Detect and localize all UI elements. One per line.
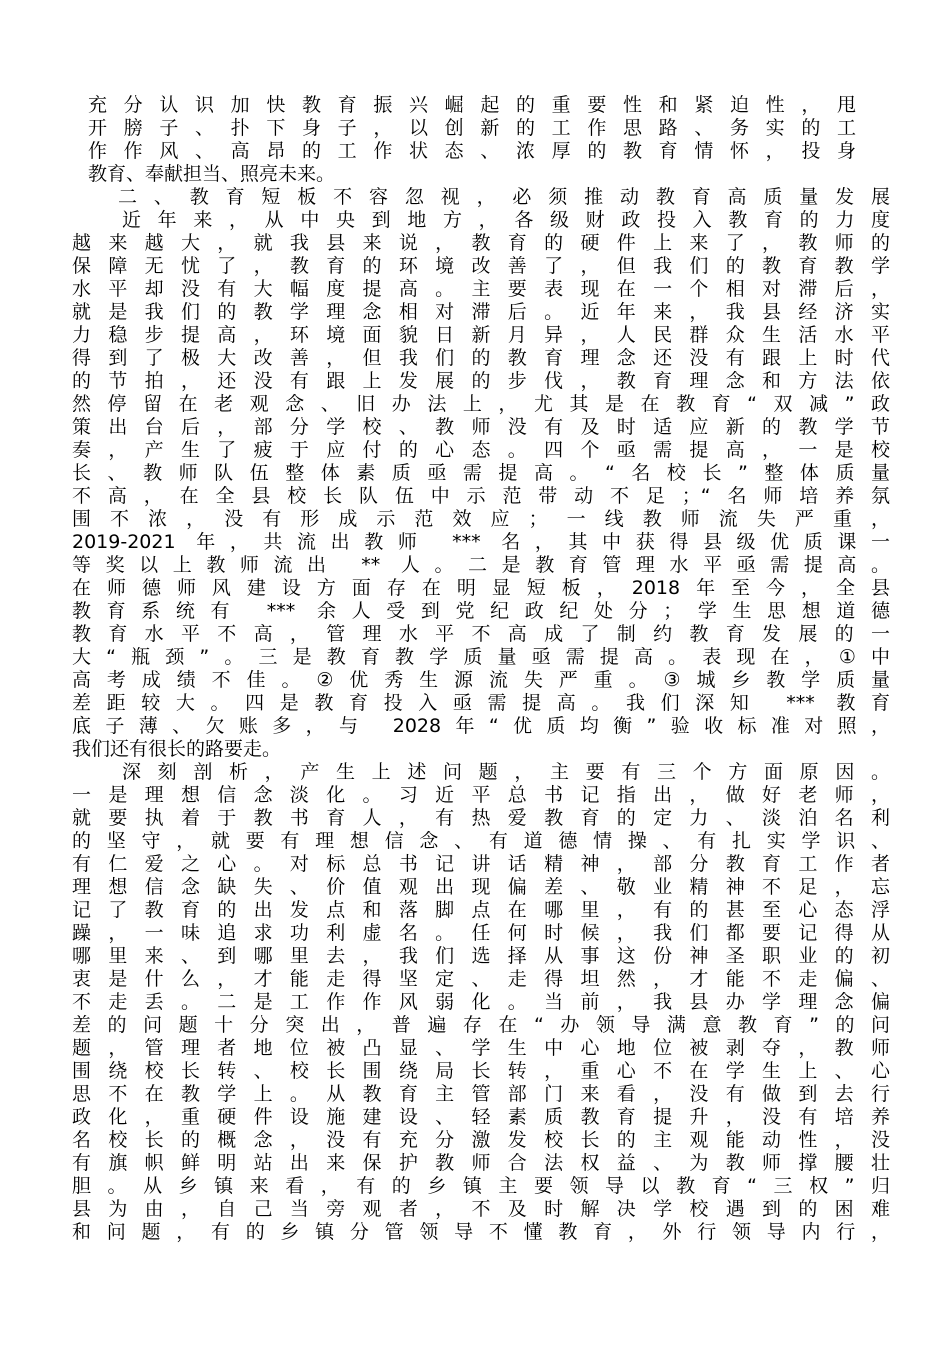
text-line: 名校长的概念，没有充分激发校长的主观能动性，没: [72, 1129, 890, 1151]
text-line: 的坚守，就要有理想信念、有道德情操、有扎实学识、: [72, 830, 890, 852]
text-line: 水平却没有大幅度提高。主要表现在一个相对滞后，: [72, 278, 890, 300]
text-line: 记了教育的出发点和落脚点在哪里，有的甚至心态浮: [72, 899, 890, 921]
text-line: 和问题，有的乡镇分管领导不懂教育，外行领导内行，: [72, 1221, 890, 1243]
text-line: 围不浓，没有形成示范效应；一线教师流失严重，: [72, 508, 890, 530]
text-line: 2019-2021 年，共流出教师 *** 名，其中获得县级优质课一: [72, 531, 890, 553]
text-line: 躁，一味追求功利虚名。任何时候，我们都要记得从: [72, 922, 890, 944]
text-line: 然停留在老观念、旧办法上，尤其是在教育“双减”政: [72, 393, 890, 415]
text-line: 县为由，自己当旁观者，不及时解决学校遇到的困难: [72, 1198, 890, 1220]
text-line: 思不在教学上。从教育主管部门来看，没有做到去行: [72, 1083, 890, 1105]
text-line: 衷是什么，才能走得坚定、走得坦然，才能不走偏、: [72, 968, 890, 990]
text-line: 长、教师队伍整体素质亟需提高。“名校长”整体质量: [72, 462, 890, 484]
text-line: 大“瓶颈”。三是教育教学质量亟需提高。表现在，①中: [72, 646, 890, 668]
text-line: 深刻剖析，产生上述问题，主要有三个方面原因。: [122, 761, 890, 783]
text-line: 教育水平不高，管理水平不高成了制约教育发展的一: [72, 623, 890, 645]
text-line: 围绕校长转、校长围绕局长转，重心不在学生上、心: [72, 1060, 890, 1082]
text-line: 近年来，从中央到地方，各级财政投入教育的力度: [122, 209, 890, 231]
text-line: 力稳步提高，环境面貌日新月异，人民群众生活水平: [72, 324, 890, 346]
text-line: 政化，重硬件设施建设、轻素质教育提升，没有培养: [72, 1106, 890, 1128]
text-line: 等奖以上教师流出 ** 人。二是教育管理水平亟需提高。: [72, 554, 890, 576]
text-line: 哪里来、到哪里去，我们选择从事这份神圣职业的初: [72, 945, 890, 967]
section-heading: 二、教育短板不容忽视，必须推动教育高质量发展: [118, 186, 890, 208]
text-line: 有旗帜鲜明站出来保护教师合法权益、为教师撑腰壮: [72, 1152, 890, 1174]
text-line: 我们还有很长的路要走。: [72, 738, 282, 760]
text-line: 理想信念缺失、价值观出现偏差、敬业精神不足，忘: [72, 876, 890, 898]
text-line: 高考成绩不佳。②优秀生源流失严重。③城乡教学质量: [72, 669, 890, 691]
text-line: 题，管理者地位被凸显、学生中心地位被剥夺，教师: [72, 1037, 890, 1059]
text-line: 就要执着于教书育人，有热爱教育的定力、淡泊名利: [72, 807, 890, 829]
text-line: 保障无忧了，教育的环境改善了，但我们的教育教学: [72, 255, 890, 277]
text-line: 越来越大，就我县来说，教育的硬件上来了，教师的: [72, 232, 890, 254]
text-line: 策出台后，部分学校、教师没有及时适应新的教学节: [72, 416, 890, 438]
text-line: 作作风、高昂的工作状态、浓厚的教育情怀，投身: [88, 140, 856, 162]
text-line: 不走丢。二是工作作风弱化。当前，我县办学理念偏: [72, 991, 890, 1013]
text-line: 充分认识加快教育振兴崛起的重要性和紧迫性，甩: [88, 94, 856, 116]
text-line: 开膀子、扑下身子，以创新的工作思路、务实的工: [88, 117, 856, 139]
text-line: 奏，产生了疲于应付的心态。四个亟需提高，一是校: [72, 439, 890, 461]
text-line: 一是理想信念淡化。习近平总书记指出，做好老师，: [72, 784, 890, 806]
text-line: 教育系统有 *** 余人受到党纪政纪处分；学生思想道德: [72, 600, 890, 622]
text-line: 差距较大。四是教育投入亟需提高。我们深知 *** 教育: [72, 692, 890, 714]
text-line: 得到了极大改善，但我们的教育理念还没有跟上时代: [72, 347, 890, 369]
text-line: 有仁爱之心。对标总书记讲话精神，部分教育工作者: [72, 853, 890, 875]
text-line: 在师德师风建设方面存在明显短板，2018年至今，全县: [72, 577, 890, 599]
text-line: 就是我们的教学理念相对滞后。近年来，我县经济实: [72, 301, 890, 323]
text-line: 底子薄、欠账多，与 2028年“优质均衡”验收标准对照，: [72, 715, 890, 737]
text-line: 胆。从乡镇来看，有的乡镇主要领导以教育“三权”归: [72, 1175, 890, 1197]
text-line: 差的问题十分突出，普遍存在“办领导满意教育”的问: [72, 1014, 890, 1036]
text-line: 教育、奉献担当、照亮未来。: [88, 163, 336, 185]
text-line: 不高，在全县校长队伍中示范带动不足；“名师培养氛: [72, 485, 890, 507]
text-line: 的节拍，还没有跟上发展的步伐，教育理念和方法依: [72, 370, 890, 392]
